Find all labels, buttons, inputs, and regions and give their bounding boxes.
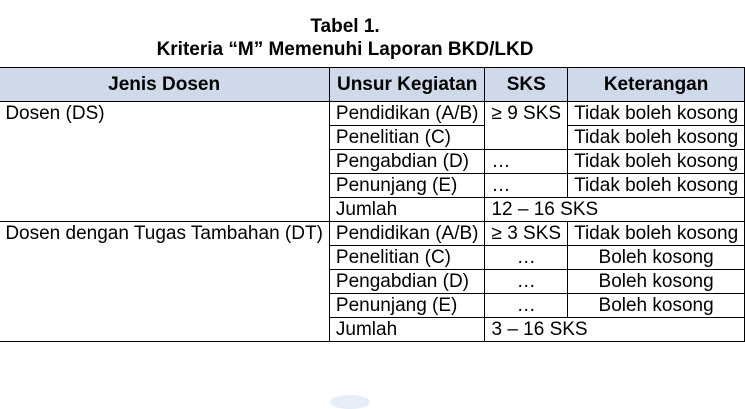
keterangan-cell: Tidak boleh kosong [568, 222, 745, 246]
unsur-cell: Pengabdian (D) [329, 150, 485, 174]
jumlah-sks: 12 – 16 SKS [485, 198, 745, 222]
unsur-cell: Penelitian (C) [329, 246, 485, 270]
table-caption-number: Tabel 1. [310, 16, 380, 37]
bkd-criteria-table [0, 67, 745, 342]
sks-cell: ≥ 3 SKS [485, 222, 568, 246]
keterangan-cell: Boleh kosong [568, 246, 745, 270]
sks-cell: … [485, 174, 568, 198]
header-jenis-dosen: Jenis Dosen [0, 68, 329, 102]
header-sks: SKS [485, 68, 568, 102]
keterangan-cell: Tidak boleh kosong [568, 174, 745, 198]
jumlah-sks: 3 – 16 SKS [485, 318, 745, 342]
unsur-cell: Pengabdian (D) [329, 270, 485, 294]
table-caption-title: Kriteria “M” Memenuhi Laporan BKD/LKD [156, 39, 534, 60]
sks-cell: … [485, 246, 568, 270]
unsur-cell: Penelitian (C) [329, 126, 485, 150]
jumlah-label: Jumlah [329, 198, 485, 222]
sks-cell: … [485, 150, 568, 174]
group-1-sks-merged: ≥ 9 SKS [485, 102, 568, 150]
keterangan-cell: Tidak boleh kosong [568, 126, 745, 150]
unsur-cell: Penunjang (E) [329, 294, 485, 318]
unsur-cell: Pendidikan (A/B) [329, 102, 485, 126]
header-keterangan: Keterangan [568, 68, 745, 102]
jumlah-label: Jumlah [329, 318, 485, 342]
keterangan-cell: Tidak boleh kosong [568, 150, 745, 174]
table-row [0, 222, 745, 246]
group-1-jenis-dosen: Dosen (DS) [0, 102, 329, 222]
sks-cell: … [485, 294, 568, 318]
keterangan-cell: Boleh kosong [568, 294, 745, 318]
group-2-jenis-dosen: Dosen dengan Tugas Tambahan (DT) [0, 222, 329, 342]
table-header-row [0, 68, 745, 102]
sks-cell: … [485, 270, 568, 294]
unsur-cell: Penunjang (E) [329, 174, 485, 198]
keterangan-cell: Tidak boleh kosong [568, 102, 745, 126]
table-row [0, 102, 745, 126]
header-unsur-kegiatan: Unsur Kegiatan [329, 68, 485, 102]
unsur-cell: Pendidikan (A/B) [329, 222, 485, 246]
decorative-blur-shape [330, 395, 370, 409]
keterangan-cell: Boleh kosong [568, 270, 745, 294]
